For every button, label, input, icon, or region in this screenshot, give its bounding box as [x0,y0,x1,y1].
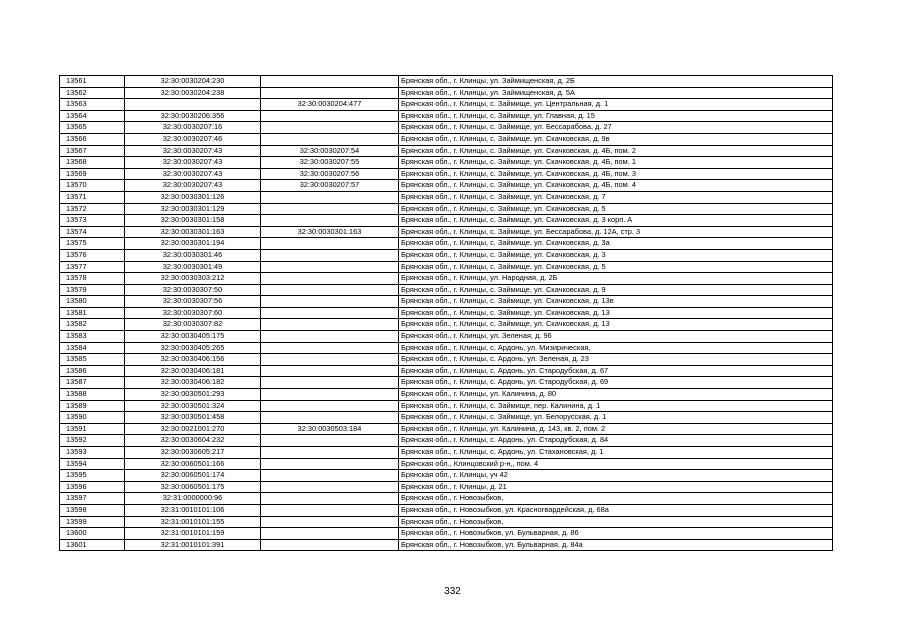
cadastral-number-cell: 32:30:0030501:458 [125,412,261,424]
table-row [60,435,833,447]
parent-cadastral-number-cell [261,412,399,424]
table-row [60,133,833,145]
address-cell: Брянская обл., г. Клинцы, с. Займище, ул. Скачковская, д. 3 корп. А [399,215,833,227]
table-row [60,365,833,377]
table-row [60,389,833,401]
row-number-cell: 13568 [60,157,125,169]
parent-cadastral-number-cell: 32:30:0030204:477 [261,99,399,111]
address-cell: Брянская обл., г. Клинцы, с. Ардонь, ул. Мизирическая, [399,342,833,354]
row-number-cell: 13573 [60,215,125,227]
cadastral-number-cell [125,99,261,111]
cadastral-number-cell: 32:30:0030301:126 [125,191,261,203]
parent-cadastral-number-cell [261,435,399,447]
row-number-cell: 13579 [60,284,125,296]
parent-cadastral-number-cell [261,284,399,296]
parent-cadastral-number-cell [261,331,399,343]
table-row [60,528,833,540]
cadastral-number-cell: 32:30:0030307:50 [125,284,261,296]
cadastral-number-cell: 32:30:0030303:212 [125,273,261,285]
table-row [60,342,833,354]
parent-cadastral-number-cell [261,133,399,145]
row-number-cell: 13570 [60,180,125,192]
row-number-cell: 13561 [60,76,125,88]
address-cell: Брянская обл., г. Клинцы, с. Займище, ул. Белорусская, д. 1 [399,412,833,424]
table-row [60,203,833,215]
row-number-cell: 13595 [60,470,125,482]
cadastral-number-cell: 32:30:0030301:163 [125,226,261,238]
table-row [60,157,833,169]
table-row [60,87,833,99]
table-row [60,516,833,528]
table-row [60,354,833,366]
row-number-cell: 13597 [60,493,125,505]
table-row [60,493,833,505]
row-number-cell: 13578 [60,273,125,285]
row-number-cell: 13585 [60,354,125,366]
table-row [60,226,833,238]
parent-cadastral-number-cell [261,261,399,273]
table-row [60,423,833,435]
address-cell: Брянская обл., г. Клинцы, с. Займище, ул. Скачковская, д. 9в [399,133,833,145]
table-row [60,261,833,273]
address-cell: Брянская обл., Клинцовский р-н,, пом. 4 [399,458,833,470]
table-row [60,481,833,493]
table-row [60,249,833,261]
parent-cadastral-number-cell [261,319,399,331]
parent-cadastral-number-cell [261,539,399,551]
parent-cadastral-number-cell: 32:30:0030207:55 [261,157,399,169]
parent-cadastral-number-cell [261,110,399,122]
cadastral-number-cell: 32:30:0060501:175 [125,481,261,493]
cadastral-number-cell: 32:30:0030605:217 [125,447,261,459]
parent-cadastral-number-cell [261,122,399,134]
parent-cadastral-number-cell [261,342,399,354]
cadastral-number-cell: 32:31:0010101:159 [125,528,261,540]
page-number: 332 [444,586,461,597]
row-number-cell: 13600 [60,528,125,540]
parent-cadastral-number-cell [261,481,399,493]
cadastral-number-cell: 32:31:0010101:155 [125,516,261,528]
cadastral-number-cell: 32:30:0030406:156 [125,354,261,366]
parent-cadastral-number-cell [261,203,399,215]
table-row [60,76,833,88]
parent-cadastral-number-cell: 32:30:0030207:54 [261,145,399,157]
cadastral-number-cell: 32:30:0030501:293 [125,389,261,401]
cadastral-number-cell: 32:30:0030207:43 [125,145,261,157]
table-row [60,319,833,331]
table-row [60,273,833,285]
cadastral-number-cell: 32:30:0030501:324 [125,400,261,412]
address-cell: Брянская обл., г. Новозыбков, [399,493,833,505]
table-row [60,504,833,516]
row-number-cell: 13601 [60,539,125,551]
cadastral-number-cell: 32:30:0030301:46 [125,249,261,261]
cadastral-number-cell: 32:30:0030204:238 [125,87,261,99]
cadastral-number-cell: 32:30:0030406:181 [125,365,261,377]
row-number-cell: 13586 [60,365,125,377]
cadastral-number-cell: 32:30:0021001:270 [125,423,261,435]
address-cell: Брянская обл., г. Клинцы, с. Займище, ул. Скачковская, д. 3 [399,249,833,261]
address-cell: Брянская обл., г. Клинцы, с. Займище, ул. Скачковская, д. 13в [399,296,833,308]
row-number-cell: 13572 [60,203,125,215]
address-cell: Брянская обл., г. Новозыбков, ул. Красногвардейская, д. 68а [399,504,833,516]
address-cell: Брянская обл., г. Клинцы, с. Займище, ул. Скачковская, д. 4Б, пом. 3 [399,168,833,180]
table-row [60,110,833,122]
table-row [60,238,833,250]
cadastral-number-cell: 32:31:0010101:391 [125,539,261,551]
table-row [60,377,833,389]
row-number-cell: 13574 [60,226,125,238]
parent-cadastral-number-cell [261,249,399,261]
address-cell: Брянская обл., г. Клинцы, с. Займище, пер. Калинина, д. 1 [399,400,833,412]
row-number-cell: 13569 [60,168,125,180]
row-number-cell: 13593 [60,447,125,459]
table-row [60,284,833,296]
address-cell: Брянская обл., г. Клинцы, с. Займище, ул. Бессарабова, д. 27 [399,122,833,134]
cadastral-number-cell: 32:30:0030206:356 [125,110,261,122]
row-number-cell: 13598 [60,504,125,516]
parent-cadastral-number-cell [261,238,399,250]
cadastral-number-cell: 32:30:0030301:129 [125,203,261,215]
address-cell: Брянская обл., г. Клинцы, ул. Калинина, д. 80 [399,389,833,401]
address-cell: Брянская обл., г. Клинцы, с. Ардонь, ул. Стародубская, д. 69 [399,377,833,389]
table-row [60,122,833,134]
address-cell: Брянская обл., г. Клинцы, д. 21 [399,481,833,493]
table-row [60,296,833,308]
cadastral-number-cell: 32:30:0060501:166 [125,458,261,470]
table-row [60,458,833,470]
row-number-cell: 13592 [60,435,125,447]
address-cell: Брянская обл., г. Клинцы, ул. Займищенская, д. 5А [399,87,833,99]
address-cell: Брянская обл., г. Клинцы, ул. Народная, д. 2Б [399,273,833,285]
cadastral-number-cell: 32:30:0030405:175 [125,331,261,343]
parent-cadastral-number-cell [261,296,399,308]
address-cell: Брянская обл., г. Клинцы, с. Займище, ул. Скачковская, д. 9 [399,284,833,296]
parent-cadastral-number-cell [261,76,399,88]
cadastral-number-cell: 32:30:0030301:194 [125,238,261,250]
table-row [60,412,833,424]
parent-cadastral-number-cell [261,447,399,459]
row-number-cell: 13577 [60,261,125,273]
address-cell: Брянская обл., г. Клинцы, с. Займище, ул. Скачковская, д. 13 [399,307,833,319]
parent-cadastral-number-cell: 32:30:0030207:57 [261,180,399,192]
parent-cadastral-number-cell [261,516,399,528]
row-number-cell: 13571 [60,191,125,203]
cadastral-number-cell: 32:30:0030204:230 [125,76,261,88]
parent-cadastral-number-cell [261,87,399,99]
address-cell: Брянская обл., г. Новозыбков, [399,516,833,528]
row-number-cell: 13581 [60,307,125,319]
table-row [60,168,833,180]
table-row [60,215,833,227]
address-cell: Брянская обл., г. Клинцы, с. Займище, ул. Бессарабова, д. 12А, стр. 3 [399,226,833,238]
parent-cadastral-number-cell: 32:30:0030503:184 [261,423,399,435]
parent-cadastral-number-cell [261,458,399,470]
cadastral-number-cell: 32:30:0030207:43 [125,168,261,180]
address-cell: Брянская обл., г. Новозыбков, ул. Бульварная, д. 84а [399,539,833,551]
address-cell: Брянская обл., г. Клинцы, с. Займище, ул. Скачковская, д. 5 [399,203,833,215]
parent-cadastral-number-cell [261,389,399,401]
table-row [60,447,833,459]
cadastral-number-cell: 32:30:0030207:43 [125,157,261,169]
row-number-cell: 13580 [60,296,125,308]
cadastral-number-cell: 32:30:0030207:16 [125,122,261,134]
address-cell: Брянская обл., г. Клинцы, ул. Зеленая, д. 96 [399,331,833,343]
parent-cadastral-number-cell [261,354,399,366]
cadastral-number-cell: 32:31:0010101:106 [125,504,261,516]
row-number-cell: 13589 [60,400,125,412]
parent-cadastral-number-cell [261,307,399,319]
cadastral-number-cell: 32:30:0030307:82 [125,319,261,331]
parent-cadastral-number-cell [261,470,399,482]
parent-cadastral-number-cell [261,273,399,285]
row-number-cell: 13562 [60,87,125,99]
row-number-cell: 13588 [60,389,125,401]
registry-table [59,75,833,551]
address-cell: Брянская обл., г. Клинцы, с. Ардонь, ул. Стародубская, д. 84 [399,435,833,447]
address-cell: Брянская обл., г. Клинцы, с. Займище, ул. Скачковская, д. 7 [399,191,833,203]
address-cell: Брянская обл., г. Клинцы, с. Ардонь, ул. Зеленая, д. 23 [399,354,833,366]
row-number-cell: 13587 [60,377,125,389]
row-number-cell: 13599 [60,516,125,528]
cadastral-number-cell: 32:30:0030301:158 [125,215,261,227]
cadastral-number-cell: 32:30:0030207:46 [125,133,261,145]
table-row [60,191,833,203]
parent-cadastral-number-cell [261,365,399,377]
table-row [60,307,833,319]
cadastral-number-cell: 32:30:0030307:56 [125,296,261,308]
parent-cadastral-number-cell [261,377,399,389]
row-number-cell: 13575 [60,238,125,250]
row-number-cell: 13582 [60,319,125,331]
cadastral-number-cell: 32:30:0060501:174 [125,470,261,482]
cadastral-number-cell: 32:30:0030405:265 [125,342,261,354]
address-cell: Брянская обл., г. Клинцы, с. Займище, ул. Главная, д. 15 [399,110,833,122]
table-row [60,180,833,192]
row-number-cell: 13594 [60,458,125,470]
address-cell: Брянская обл., г. Клинцы, с. Займище, ул. Скачковская, д. 4Б, пом. 2 [399,145,833,157]
address-cell: Брянская обл., г. Клинцы, с. Ардонь, ул. Стахановская, д. 1 [399,447,833,459]
address-cell: Брянская обл., г. Клинцы, уч 42 [399,470,833,482]
parent-cadastral-number-cell [261,504,399,516]
parent-cadastral-number-cell [261,528,399,540]
cadastral-number-cell: 32:30:0030604:232 [125,435,261,447]
table-row [60,145,833,157]
cadastral-number-cell: 32:31:0000000:96 [125,493,261,505]
table-row [60,539,833,551]
cadastral-number-cell: 32:30:0030406:182 [125,377,261,389]
row-number-cell: 13564 [60,110,125,122]
address-cell: Брянская обл., г. Клинцы, с. Займище, ул. Скачковская, д. 13 [399,319,833,331]
address-cell: Брянская обл., г. Клинцы, с. Займище, ул. Центральная, д. 1 [399,99,833,111]
address-cell: Брянская обл., г. Клинцы, с. Займище, ул. Скачковская, д. 5 [399,261,833,273]
row-number-cell: 13583 [60,331,125,343]
parent-cadastral-number-cell: 32:30:0030207:56 [261,168,399,180]
row-number-cell: 13576 [60,249,125,261]
row-number-cell: 13566 [60,133,125,145]
parent-cadastral-number-cell [261,493,399,505]
row-number-cell: 13565 [60,122,125,134]
cadastral-number-cell: 32:30:0030307:60 [125,307,261,319]
table-row [60,331,833,343]
row-number-cell: 13584 [60,342,125,354]
address-cell: Брянская обл., г. Клинцы, с. Ардонь, ул. Стародубская, д. 67 [399,365,833,377]
row-number-cell: 13563 [60,99,125,111]
cadastral-number-cell: 32:30:0030207:43 [125,180,261,192]
parent-cadastral-number-cell: 32:30:0030301:163 [261,226,399,238]
table-row [60,400,833,412]
table-row [60,470,833,482]
registry-table-body [60,76,833,551]
row-number-cell: 13567 [60,145,125,157]
table-row [60,99,833,111]
row-number-cell: 13590 [60,412,125,424]
address-cell: Брянская обл., г. Клинцы, с. Займище, ул. Скачковская, д. 4Б, пом. 1 [399,157,833,169]
address-cell: Брянская обл., г. Новозыбков, ул. Бульварная, д. 86 [399,528,833,540]
cadastral-number-cell: 32:30:0030301:49 [125,261,261,273]
row-number-cell: 13591 [60,423,125,435]
parent-cadastral-number-cell [261,400,399,412]
address-cell: Брянская обл., г. Клинцы, с. Займище, ул. Скачковская, д. 3а [399,238,833,250]
address-cell: Брянская обл., г. Клинцы, с. Займище, ул. Скачковская, д. 4Б, пом. 4 [399,180,833,192]
parent-cadastral-number-cell [261,215,399,227]
address-cell: Брянская обл., г. Клинцы, ул. Займищенская, д. 2Б [399,76,833,88]
address-cell: Брянская обл., г. Клинцы, ул. Калинина, д. 143, кв. 2, пом. 2 [399,423,833,435]
parent-cadastral-number-cell [261,191,399,203]
row-number-cell: 13596 [60,481,125,493]
